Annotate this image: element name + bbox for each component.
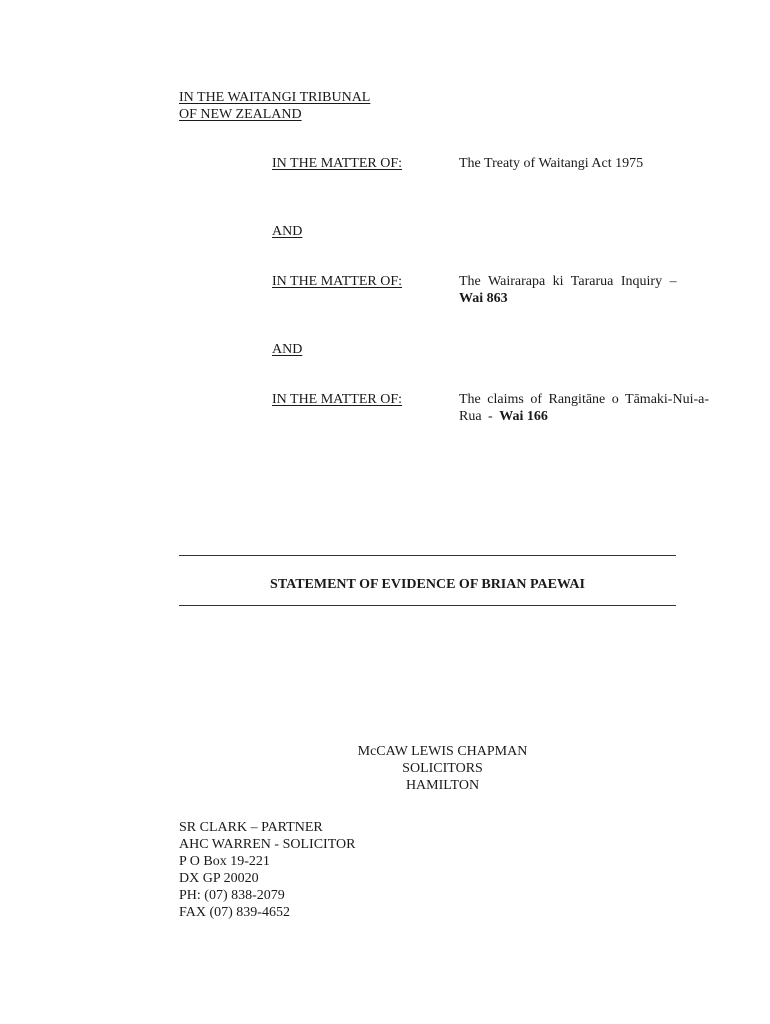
- document-title: STATEMENT OF EVIDENCE OF BRIAN PAEWAI: [270, 577, 585, 592]
- matter-text-2-ref: Wai 863: [459, 291, 508, 306]
- matter-label-1: IN THE MATTER OF:: [272, 156, 403, 171]
- contact-solicitor: AHC WARREN - SOLICITOR: [179, 837, 356, 852]
- matter-text-3-body: The claims of Rangitāne o Tāmaki-Nui-a-Rua -: [459, 392, 709, 424]
- title-rule-top: [179, 555, 676, 556]
- matter-label-2: IN THE MATTER OF:: [272, 274, 403, 289]
- contact-fax: FAX (07) 839-4652: [179, 905, 290, 920]
- contact-phone: PH: (07) 838-2079: [179, 888, 285, 903]
- matter-text-3-ref: Wai 166: [499, 409, 548, 424]
- matter-text-1: [459, 155, 706, 172]
- contact-block: [179, 819, 355, 921]
- contact-dx: DX GP 20020: [179, 871, 259, 886]
- and-separator-2: AND: [272, 342, 303, 357]
- matter-text-3: [459, 391, 709, 425]
- contact-po-box: P O Box 19-221: [179, 854, 270, 869]
- matter-label-3: IN THE MATTER OF:: [272, 392, 403, 407]
- court-name-line2: OF NEW ZEALAND: [179, 107, 302, 122]
- and-separator-1: AND: [272, 224, 303, 239]
- title-rule-bottom: [179, 605, 676, 606]
- matter-text-2-body: The Wairarapa ki Tararua Inquiry –: [459, 274, 677, 289]
- court-name-line1: IN THE WAITANGI TRIBUNAL: [179, 90, 371, 105]
- matter-text-1-body: The Treaty of Waitangi Act 1975: [459, 156, 644, 171]
- firm-city: HAMILTON: [405, 778, 480, 793]
- firm-type: SOLICITORS: [402, 761, 483, 776]
- firm-name: McCAW LEWIS CHAPMAN: [357, 744, 528, 759]
- contact-partner: SR CLARK – PARTNER: [179, 820, 323, 835]
- matter-text-2: [459, 273, 706, 307]
